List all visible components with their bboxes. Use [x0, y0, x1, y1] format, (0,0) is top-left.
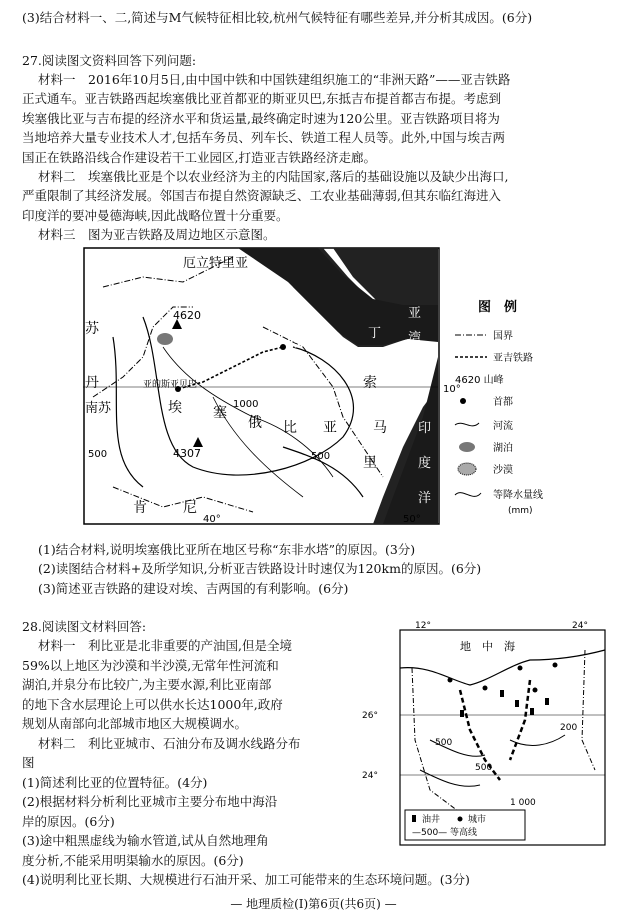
legend-railway: 亚吉铁路 — [493, 353, 533, 364]
label-som-1: 索 — [363, 375, 377, 391]
label-iso-1000: 1000 — [233, 399, 259, 410]
label-kenya-2: 尼 — [183, 500, 197, 516]
q28-sub2b: 岸的原因。(6分) — [22, 814, 115, 829]
label-som-3: 里 — [363, 455, 377, 471]
label-kenya-1: 肯 — [133, 500, 147, 516]
legend-lake: 湖泊 — [493, 443, 513, 454]
q28-m1-line5: 规划从南部向北部城市地区大规模调水。 — [22, 716, 248, 731]
label-lon-50: 50° — [403, 514, 421, 525]
label-aden-2: 丁 — [368, 326, 382, 341]
q27-m1-line3: 埃塞俄比亚与吉布提的经济水平和货运量,最终确定时速为120公里。亚吉铁路项目将为 — [22, 111, 500, 126]
label-aden-1: 亚 — [408, 306, 422, 321]
label-eth-1: 埃 — [168, 400, 182, 416]
label-peak-4307: 4307 — [173, 447, 201, 460]
q27-m1-line1: 材料一 2016年10月5日,由中国中铁和中国铁建组织施工的“非洲天路”——亚吉铁路 — [38, 72, 511, 87]
legend-unit: (mm) — [508, 506, 533, 516]
libya-lat-24: 24° — [362, 771, 378, 781]
ethiopia-railway-map — [83, 247, 553, 525]
q27-m3: 材料三 图为亚吉铁路及周边地区示意图。 — [38, 227, 276, 242]
legend-desert: 沙漠 — [493, 465, 513, 476]
q27-m2-line3: 印度洋的要冲曼德海峡,因此战略位置十分重要。 — [22, 208, 289, 223]
libya-c1000: 1 000 — [510, 798, 536, 808]
legend-border: 国界 — [493, 331, 513, 342]
q27-sub2: (2)读图结合材料+及所学知识,分析亚吉铁路设计时速仅为120km的原因。(6分) — [38, 561, 482, 576]
label-peak-4620: 4620 — [173, 309, 201, 322]
q28-sub4: (4)说明利比亚长期、大规模进行石油开采、加工可能带来的生态环境问题。(3分) — [22, 872, 470, 887]
label-eth-5: 亚 — [323, 420, 337, 436]
q28-sub2a: (2)根据材料分析利比亚城市主要分布地中海沿 — [22, 794, 278, 809]
page-footer: — 地理质检(Ⅰ)第6页(共6页) — — [230, 897, 397, 911]
libya-legend-contour: —500— 等高线 — [412, 828, 478, 838]
libya-c500b: 500 — [475, 763, 493, 773]
label-ocean-1: 印 — [418, 421, 432, 436]
q27-m2-line2: 严重限制了其经济发展。邻国吉布提自然资源缺乏、工农业基础薄弱,但其东临红海进入 — [22, 188, 501, 203]
label-south-sudan: 南苏 — [85, 401, 112, 416]
q27-sub1: (1)结合材料,说明埃塞俄比亚所在地区号称“东非水塔”的原因。(3分) — [38, 542, 416, 557]
q28-m1-line1: 材料一 利比亚是北非重要的产油国,但是全境 — [38, 638, 292, 653]
q27-title: 27.阅读图文资料回答下列问题: — [22, 53, 197, 68]
label-lon-40: 40° — [203, 514, 221, 525]
q28-m1-line4: 的地下含水层理论上可以供水长达1000年,政府 — [22, 697, 283, 712]
q27-sub3: (3)简述亚吉铁路的建设对埃、吉两国的有利影响。(6分) — [38, 581, 349, 596]
libya-legend-city: 城市 — [468, 815, 487, 825]
label-iso-500a: 500 — [88, 449, 108, 460]
label-djibouti: 吉布提 — [293, 340, 321, 350]
legend-river: 河流 — [493, 421, 513, 432]
q28-m2-line1: 材料二 利比亚城市、石油分布及调水线路分布 — [38, 736, 301, 751]
question-3-prev: (3)结合材料一、二,简述与M气候特征相比较,杭州气候特征有哪些差异,并分析其成因。(6分) — [22, 10, 533, 25]
label-ocean-2: 度 — [418, 456, 432, 471]
q28-m1-line2: 59%以上地区为沙漠和半沙漠,无常年性河流和 — [22, 658, 279, 673]
q28-m1-line3: 湖泊,并泉分布比较广,为主要水源,利比亚南部 — [22, 677, 272, 692]
libya-lon-24: 24° — [572, 621, 588, 631]
map-legend — [455, 299, 543, 516]
label-sudan2: 丹 — [85, 375, 99, 391]
legend-capital: 首都 — [493, 397, 513, 408]
q28-title: 28.阅读图文材料回答: — [22, 619, 147, 634]
legend-peak: 4620 山峰 — [455, 375, 504, 386]
q27-m2-line1: 材料二 埃塞俄比亚是个以农业经济为主的内陆国家,落后的基础设施以及缺少出海口, — [38, 169, 509, 184]
label-iso-500b: 500 — [311, 451, 331, 462]
label-som-2: 马 — [373, 420, 387, 436]
label-sudan: 苏 — [85, 321, 99, 337]
libya-sea: 地 中 海 — [460, 640, 515, 653]
label-ocean-3: 洋 — [418, 491, 432, 506]
q27-m1-line4: 当地培养大量专业技术人才,包括车务员、列车长、铁道工程人员等。此外,中国与埃吉两 — [22, 130, 505, 145]
label-eth-2: 塞 — [213, 405, 227, 421]
label-eritrea: 厄立特里亚 — [183, 256, 249, 271]
libya-lon-12: 12° — [415, 621, 431, 631]
label-aden-3: 湾 — [408, 331, 422, 346]
legend-isohyet: 等降水量线 — [493, 490, 543, 501]
libya-c200: 200 — [560, 723, 578, 733]
label-red-sea: 红海 — [223, 276, 250, 291]
legend-title: 图 例 — [478, 300, 518, 315]
libya-lat-26: 26° — [362, 711, 378, 721]
label-addis: 亚的斯亚贝巴 — [143, 380, 198, 390]
libya-map — [360, 620, 610, 850]
q28-m2-line2: 图 — [22, 755, 35, 770]
libya-legend-oil: 油井 — [422, 815, 441, 825]
q28-sub3a: (3)途中粗黑虚线为输水管道,试从自然地理角 — [22, 833, 269, 848]
libya-c500a: 500 — [435, 738, 453, 748]
q28-sub1: (1)简述利比亚的位置特征。(4分) — [22, 775, 208, 790]
label-lat-10: 10° — [443, 384, 461, 395]
q27-m1-line5: 国正在铁路沿线合作建设若干工业园区,打造亚吉铁路经济走廊。 — [22, 150, 376, 165]
q28-sub3b: 度分析,不能采用明渠输水的原因。(6分) — [22, 853, 244, 868]
label-eth-4: 比 — [283, 420, 297, 436]
label-eth-3: 俄 — [248, 415, 262, 431]
q27-m1-line2: 正式通车。亚吉铁路西起埃塞俄比亚首都亚的斯亚贝巴,东抵吉布提首都吉布提。考虑到 — [22, 91, 501, 106]
